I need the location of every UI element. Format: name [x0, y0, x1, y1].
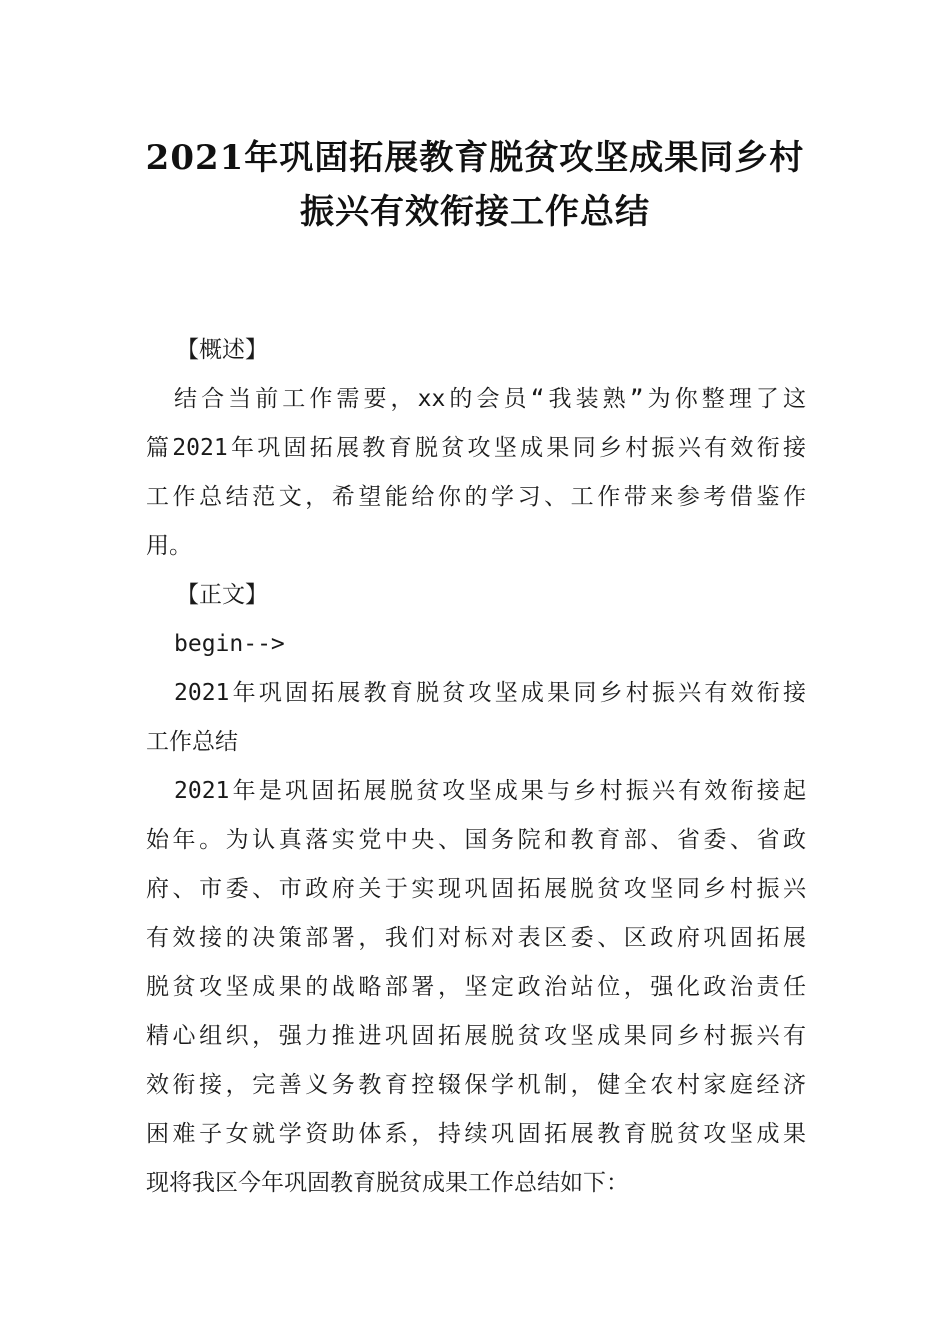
summary-heading: 【概述】 — [176, 337, 268, 363]
document-title-line-1: 2021年巩固拓展教育脱贫攻坚成果同乡村 — [145, 138, 805, 178]
begin-marker: begin--> — [174, 631, 285, 657]
paragraph-line: 效衔接，完善义务教育控辍保学机制，健全农村家庭经济 — [146, 1072, 806, 1098]
paragraph-line: 现将我区今年巩固教育脱贫成果工作总结如下： — [146, 1170, 629, 1196]
paragraph-line: 困难子女就学资助体系，持续巩固拓展教育脱贫攻坚成果 — [146, 1121, 806, 1147]
paragraph-line: 精心组织，强力推进巩固拓展脱贫攻坚成果同乡村振兴有 — [146, 1023, 806, 1049]
paragraph-line: 府、市委、市政府关于实现巩固拓展脱贫攻坚同乡村振兴 — [146, 876, 806, 902]
paragraph-line: 脱贫攻坚成果的战略部署，坚定政治站位，强化政治责任 — [146, 974, 806, 1000]
paragraph-line: 始年。为认真落实党中央、国务院和教育部、省委、省政 — [146, 827, 806, 853]
document-title-line-2: 振兴有效衔接工作总结 — [300, 192, 650, 232]
summary-line: 篇2021年巩固拓展教育脱贫攻坚成果同乡村振兴有效衔接 — [146, 435, 806, 461]
document-body — [146, 326, 806, 1208]
summary-line: 用。 — [146, 533, 192, 559]
subtitle-line: 工作总结 — [146, 729, 238, 755]
paragraph-line: 有效接的决策部署，我们对标对表区委、区政府巩固拓展 — [146, 925, 806, 951]
summary-line: 结合当前工作需要，xx的会员“我装熟”为你整理了这 — [174, 386, 806, 412]
subtitle-line: 2021年巩固拓展教育脱贫攻坚成果同乡村振兴有效衔接 — [174, 680, 806, 706]
summary-line: 工作总结范文，希望能给你的学习、工作带来参考借鉴作 — [146, 484, 806, 510]
body-heading: 【正文】 — [176, 582, 268, 608]
paragraph-line: 2021年是巩固拓展脱贫攻坚成果与乡村振兴有效衔接起 — [174, 778, 806, 804]
